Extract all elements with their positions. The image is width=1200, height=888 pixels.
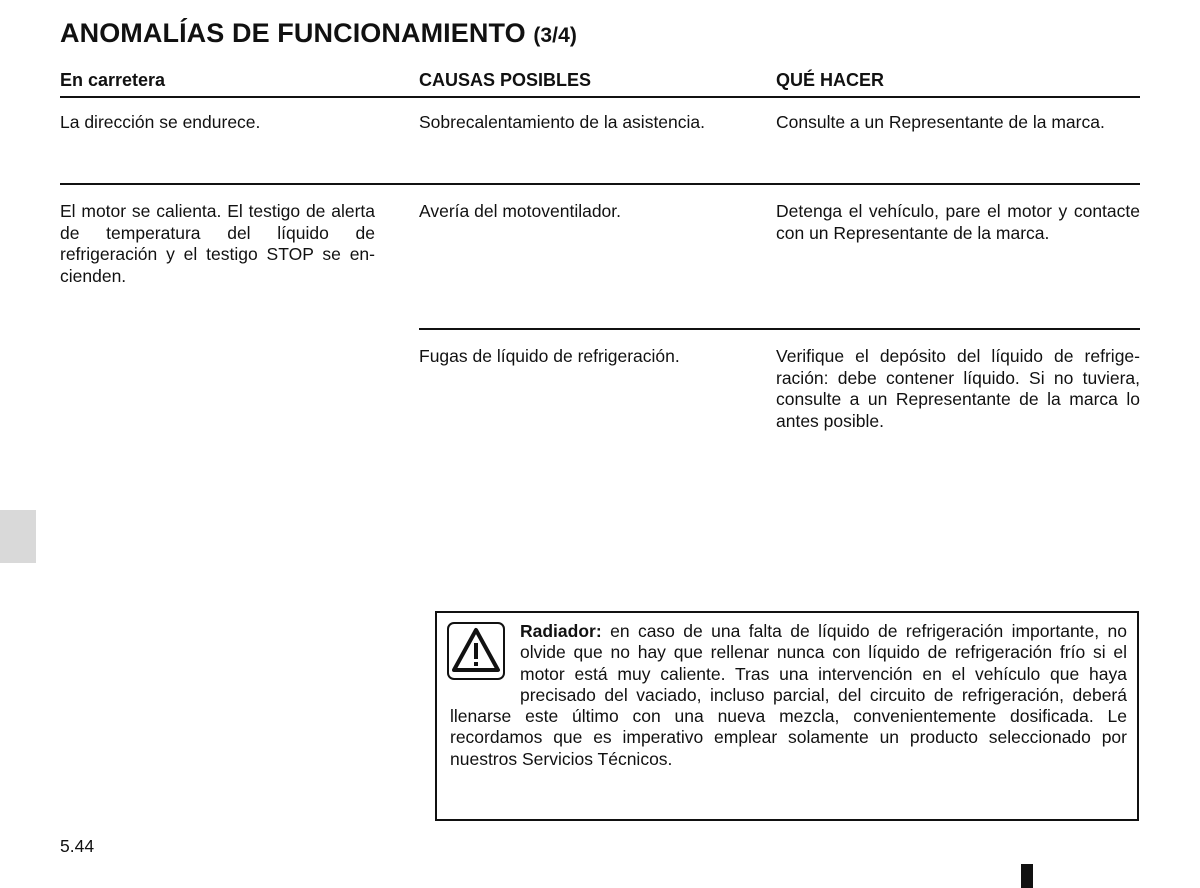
header-divider — [60, 96, 1140, 98]
row1-symptom: La dirección se endurece. — [60, 112, 261, 132]
row2-symptom: El motor se calienta. El testigo de alerta de temperatura del líquido de refrigeración y el testigo STOP se encienden. — [60, 201, 375, 286]
page-number: 5.44 — [60, 836, 95, 856]
page-title-part: (3/4) — [533, 24, 577, 47]
warning-box — [435, 611, 1139, 821]
column-header-actions: QUÉ HACER — [776, 70, 885, 90]
row3-action: Verifique el depósito del líquido de refrigeración: debe contener líquido. Si no tuviera, consulte a un Representante de la marca lo antes posible. — [776, 346, 1140, 431]
subrow-divider — [419, 328, 1140, 330]
column-header-causes: CAUSAS POSIBLES — [419, 70, 592, 90]
row1-action: Consulte a un Representante de la marca. — [776, 112, 1105, 132]
section-side-tab — [0, 510, 36, 563]
column-header-symptom: En carretera — [60, 70, 166, 90]
row2-cause: Avería del motoventilador. — [419, 201, 622, 221]
corner-marker — [1021, 864, 1033, 888]
row1-cause: Sobrecalentamiento de la asistencia. — [419, 112, 706, 132]
warning-heading: Radiador: — [520, 621, 602, 641]
warning-body: en caso de una falta de líquido de refrigeración importante, no olvide que no hay que rellenar nunca con líquido de refrigeración frío si el motor está muy caliente. Tras una intervención en el vehículo que haya precisado del vaciado, incluso parcial, del circuito de refrigeración, deberá llenarse este último con una nueva mezcla, convenientemente dosificada. Le recordamos que es imperativo emplear solamente un producto seleccionado por nuestros Servicios Técnicos. — [450, 621, 1127, 769]
page-title — [60, 18, 577, 49]
row2-action: Detenga el vehículo, pare el motor y contacte con un Representante de la marca. — [776, 201, 1140, 243]
row3-cause: Fugas de líquido de refrigeración. — [419, 346, 680, 366]
row-divider — [60, 183, 1140, 185]
warning-text — [450, 621, 1127, 770]
page-title-text: ANOMALÍAS DE FUNCIONAMIENTO — [60, 18, 526, 48]
